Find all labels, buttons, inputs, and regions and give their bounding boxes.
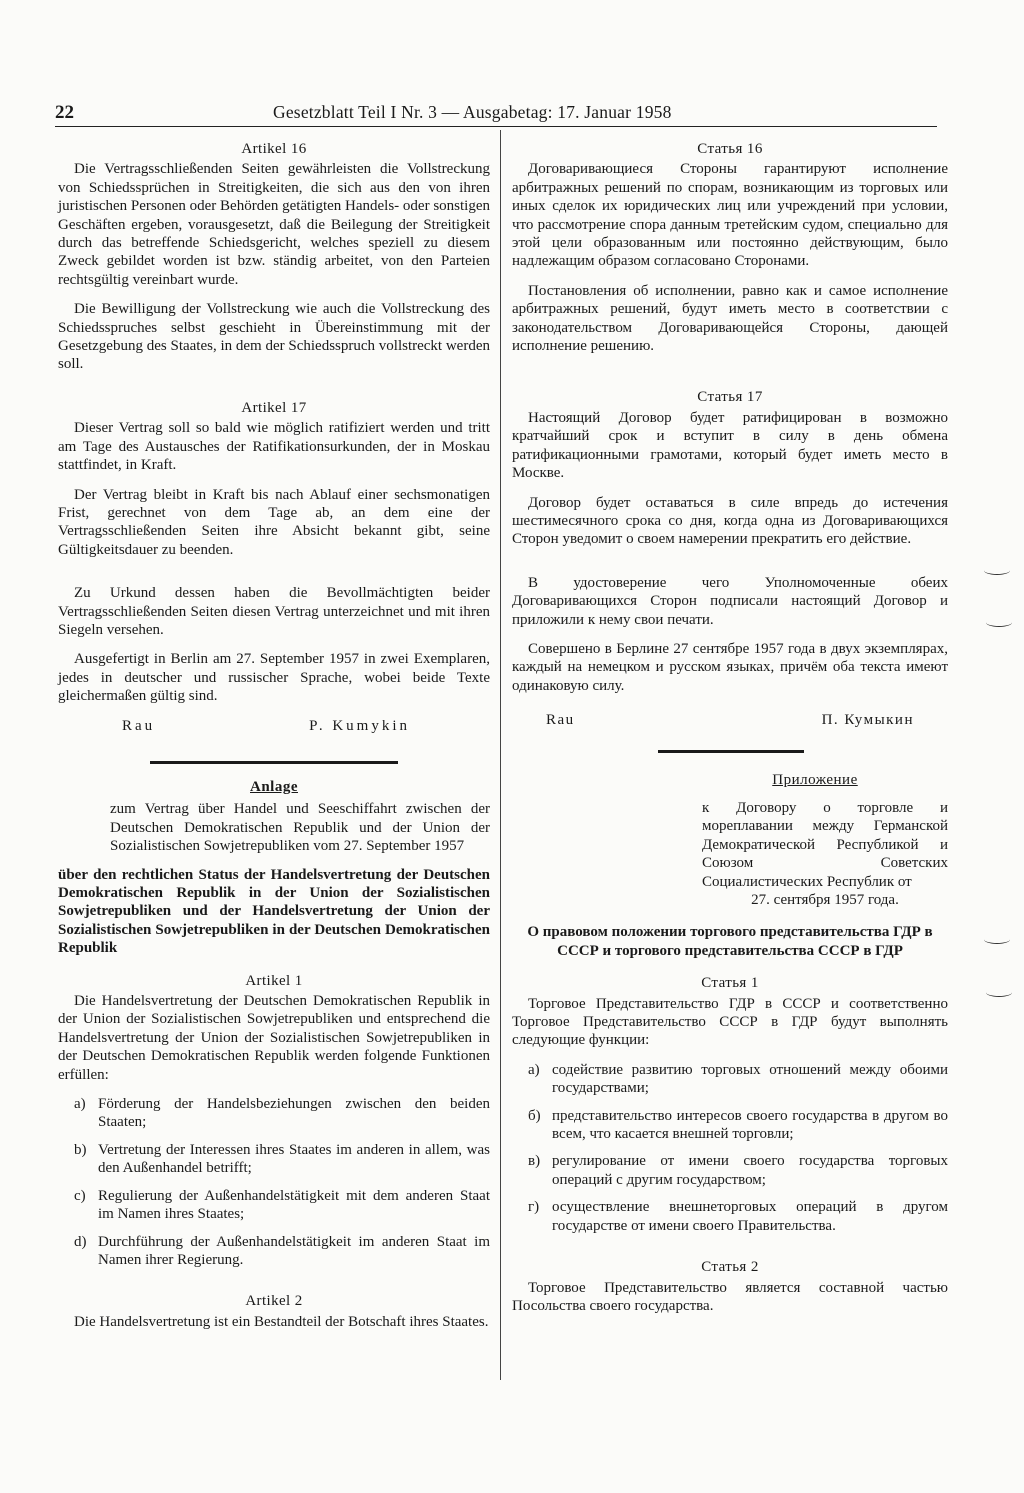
paragraph: Торговое Представительство ГДР в СССР и соответственно Торговое Представительство СССР в ГДР будут выполнять следующие функции:	[512, 995, 948, 1049]
paragraph: Совершено в Берлине 27 сентябре 1957 года в двух экземплярах, каждый на немецком и русском языках, причём оба текста имеют одинаковую силу.	[512, 640, 948, 694]
margin-mark	[984, 566, 1010, 575]
signatory-left: Rau	[122, 717, 156, 734]
article-heading: Статья 2	[701, 1259, 759, 1276]
annex-title: Приложение	[772, 771, 858, 788]
list-text: Durchführung der Außenhandelstätigkeit im anderen Staat im Namen ihrer Regierung.	[98, 1233, 490, 1268]
column-divider	[500, 130, 501, 1380]
paragraph: Dieser Vertrag soll so bald wie möglich ratifiziert werden und tritt am Tage des Austausches der Ratifikationsurkunden, der in Moskau stattfindet, in Kraft.	[58, 420, 490, 474]
paragraph: В удостоверение чего Уполномоченные обеих Договаривающихся Сторон подписали настоящий Договор и приложили к нему свои печати.	[512, 574, 948, 628]
list-text: регулирование от имени своего государства торговых операций с другим государством;	[552, 1153, 948, 1188]
list-text: Vertretung der Interessen ihres Staates im anderen in allem, was den Außenhandel betrifft;	[98, 1141, 490, 1177]
signatures	[58, 717, 490, 735]
list-letter: b)	[74, 1141, 87, 1158]
article-heading: Статья 16	[697, 141, 763, 157]
list-item	[58, 1233, 490, 1270]
russian-column	[512, 140, 948, 1326]
margin-mark	[984, 935, 1010, 944]
list-text: Förderung der Handelsbeziehungen zwischen den beiden Staaten;	[98, 1096, 490, 1131]
list-letter: c)	[74, 1187, 86, 1204]
paragraph: Торговое Представительство является составной частью Посольства своего государства.	[512, 1279, 948, 1314]
article-heading: Artikel 16	[241, 141, 307, 157]
list-letter: d)	[74, 1233, 87, 1250]
list-item	[512, 1152, 948, 1189]
german-column	[58, 140, 490, 1342]
article-heading: Статья 1	[701, 975, 759, 992]
list-item	[512, 1198, 948, 1235]
page-number: 22	[55, 102, 74, 123]
paragraph: Der Vertrag bleibt in Kraft bis nach Ablauf einer sechsmonatigen Frist, gerechnet von dem Tage ab, an dem eine der Vertragsschließenden Seiten ihre Absicht bekannt gibt, seine Gültigkeitsdauer zu beenden.	[58, 486, 490, 558]
margin-mark	[986, 618, 1012, 627]
article-heading: Artikel 2	[245, 1293, 303, 1310]
paragraph: Die Bewilligung der Vollstreckung wie auch die Vollstreckung des Schiedsspruches selbst geschieht in Übereinstimmung mit der Gesetzgebung des Staates, in dem der Schiedsspruch vollstreckt werden soll.	[58, 301, 490, 373]
list-item	[58, 1095, 490, 1132]
signatory-right: П. Кумыкин	[821, 712, 914, 729]
paragraph: Постановления об исполнении, равно как и самое исполнение арбитражных решений, будут иметь место в соответствии с законодательством Договаривающейся Стороны, дающей исполнение решению.	[512, 282, 948, 355]
list-item	[58, 1141, 490, 1178]
paragraph: Zu Urkund dessen haben die Bevollmächtigten beider Vertragsschließenden Seiten diesen Vertrag unterzeichnet und mit ihren Siegeln versehen.	[58, 585, 490, 638]
article-heading: Artikel 1	[245, 972, 303, 989]
signatory-left: Rau	[546, 712, 575, 729]
paragraph: Ausgefertigt in Berlin am 27. September 1957 in zwei Exemplaren, jedes in deutscher und russischer Sprache, wobei beide Texte gleichermaßen gültig sind.	[58, 651, 490, 705]
list-text: представительство интересов своего государства в другом во всем, что касается внешней торговли;	[552, 1107, 948, 1143]
paragraph: Die Handelsvertretung ist ein Bestandteil der Botschaft ihres Staates.	[74, 1313, 489, 1330]
article-heading: Статья 17	[697, 389, 763, 406]
paragraph: Настоящий Договор будет ратифицирован в возможно кратчайший срок и вступит в силу в день обмена ратификационными грамотами, который будет иметь место в Москве.	[512, 409, 948, 482]
annex-bold-title: О правовом положении торгового представительства ГДР в СССР и торгового представительства СССР в ГДР	[527, 924, 933, 959]
margin-mark	[986, 988, 1012, 997]
list-item	[58, 1187, 490, 1224]
annex-subtitle-text: к Договору о торговле и мореплавании между Германской Демократической Республикой и Союзом Советских Социалистических Республик от	[702, 799, 948, 890]
annex-date: 27. сентября 1957 года.	[751, 892, 899, 908]
annex-bold-title: über den rechtlichen Status der Handelsvertretung der Deutschen Demokratischen Republik in der Union der Sozialistischen Sowjetrepubliken und der Handelsvertretung der Union der Sozialistischen Sowjetrepubliken in der Deutschen Demokratischen Republik	[58, 866, 490, 957]
list-item	[512, 1061, 948, 1098]
section-rule	[658, 750, 804, 753]
list-letter: б)	[528, 1107, 541, 1124]
list-text: Regulierung der Außenhandelstätigkeit mit dem anderen Staat im Namen ihres Staates;	[98, 1187, 490, 1223]
signatory-right: P. Kumykin	[309, 717, 410, 734]
paragraph: Die Vertragsschließenden Seiten gewährleisten die Vollstreckung von Schiedssprüchen in Streitigkeiten, die sich aus den von ihren juristischen Personen oder Behörden getätigten Handels- oder sonstigen Geschäften ergeben, vorausgesetzt, daß die Beilegung der Streitigkeit durch das betreffende Schiedsgericht, welches speziell zu diesem Zweck gebildet worden ist bzw. ständig arbeitet, von den Parteien rechtsgültig vereinbart wurde.	[58, 161, 490, 288]
paragraph: Договаривающиеся Стороны гарантируют исполнение арбитражных решений по спорам, возникающим из торговых или иных сделок их юридических лиц или учреждений при условии, что рассмотрение спора данным третейским судом, специально для этой цели образованным или постоянно действующим, было надлежащим образом согласовано Сторонами.	[512, 161, 948, 270]
list-letter: a)	[74, 1096, 86, 1113]
paragraph: Договор будет оставаться в силе впредь до истечения шестимесячного срока со дня, когда одна из Договаривающихся Сторон уведомит о своем намерении прекратить его действие.	[512, 494, 948, 548]
article-heading: Artikel 17	[241, 399, 307, 416]
page-header	[55, 98, 937, 127]
list-text: осуществление внешнеторговых операций в другом государстве от имени своего Правительства.	[552, 1199, 948, 1234]
section-rule	[150, 761, 398, 764]
signatures	[512, 711, 948, 729]
list-text: содействие развитию торговых отношений между обоими государствами;	[552, 1061, 948, 1097]
annex-subtitle: zum Vertrag über Handel und Seeschiffahrt zwischen der Deutschen Demokratischen Republik und der Union der Sozialistischen Sowjetrepubliken vom 27. September 1957	[110, 801, 490, 855]
list-letter: г)	[528, 1199, 540, 1216]
annex-subtitle	[702, 799, 948, 909]
annex-title: Anlage	[250, 778, 298, 795]
paragraph: Die Handelsvertretung der Deutschen Demokratischen Republik in der Union der Sozialistischen Sowjetrepubliken und entsprechend die Handelsvertretung der Union der Sozialistischen Sowjetrepubliken in der Deutschen Demokratischen Republik werden folgende Funktionen erfüllen:	[58, 993, 490, 1083]
list-item	[512, 1107, 948, 1144]
gazette-header-title: Gesetzblatt Teil I Nr. 3 — Ausgabetag: 17. Januar 1958	[273, 102, 672, 122]
list-letter: в)	[528, 1153, 541, 1170]
list-letter: а)	[528, 1061, 540, 1078]
